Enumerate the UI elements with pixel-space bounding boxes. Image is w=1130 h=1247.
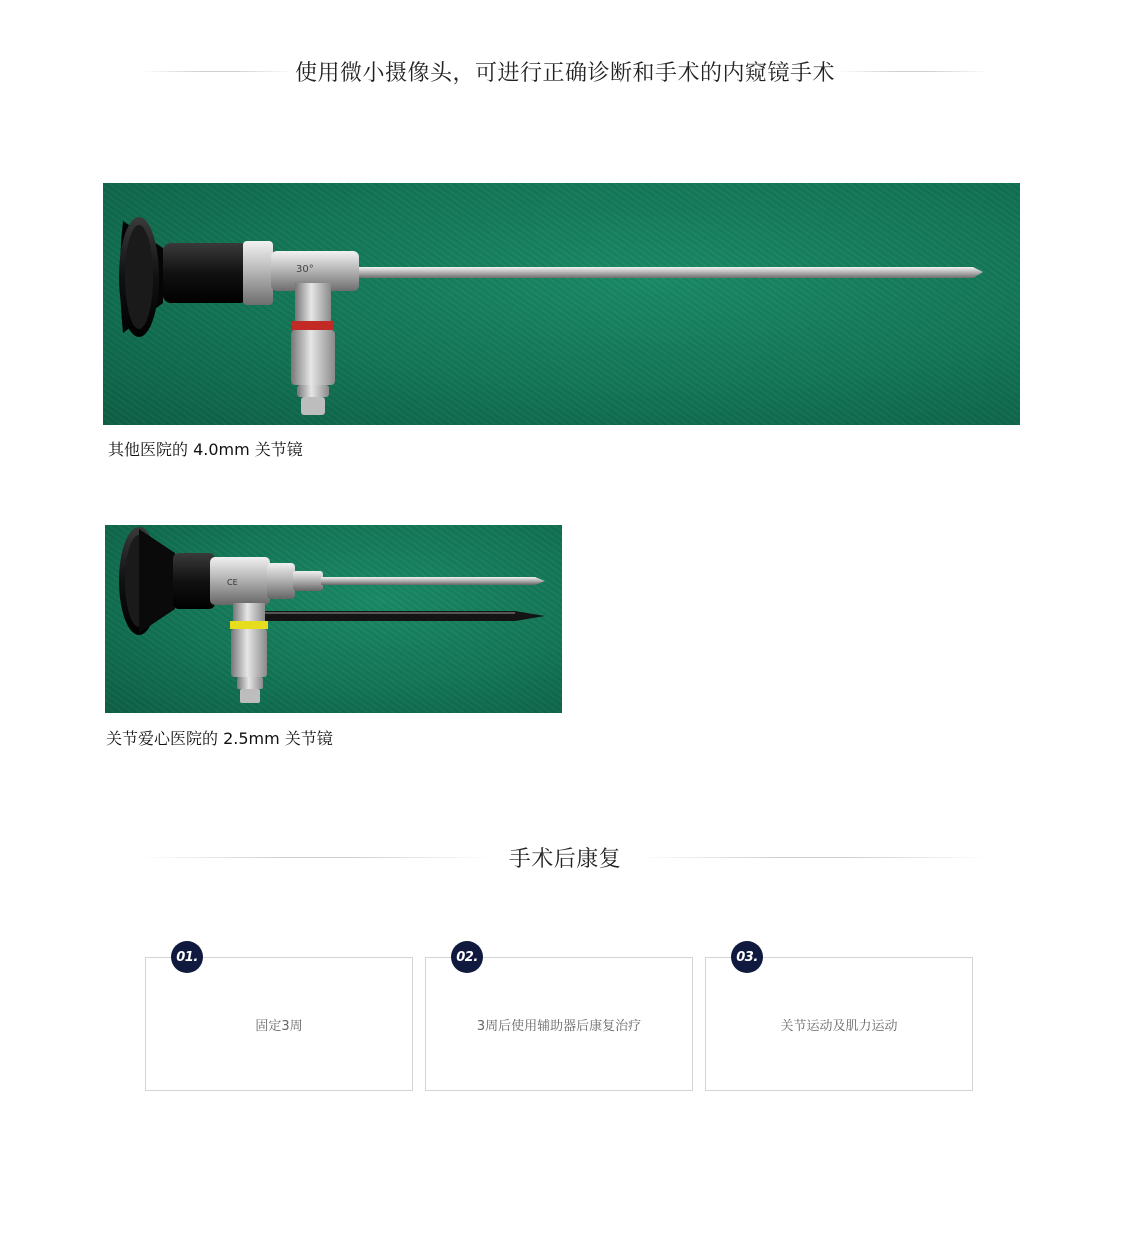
- rehab-step-card: [145, 949, 413, 1091]
- photo-caption-4mm: 其他医院的 4.0mm 关节镜: [108, 440, 303, 459]
- rehab-step-card: [425, 949, 693, 1091]
- step-number-badge: 01.: [171, 941, 203, 973]
- step-number-badge: 02.: [451, 941, 483, 973]
- section-title-rehab: [140, 842, 990, 873]
- title-divider-right: [835, 71, 990, 72]
- svg-text:30°: 30°: [296, 264, 314, 275]
- step-number-badge: 03.: [731, 941, 763, 973]
- section-title-endoscope: [140, 56, 990, 87]
- section-heading: 手术后康复: [508, 847, 622, 872]
- arthroscope-2-5mm-photo: [105, 525, 562, 713]
- title-divider-right: [637, 857, 990, 858]
- page-title: 使用微小摄像头，可进行正确诊断和手术的内窥镜手术: [295, 61, 836, 86]
- arthroscope-4mm-photo: [103, 183, 1020, 425]
- title-divider-left: [140, 71, 295, 72]
- title-divider-left: [140, 857, 493, 858]
- step-text: 固定3周: [255, 1018, 303, 1034]
- photo-caption-2-5mm: 关节爱心医院的 2.5mm 关节镜: [106, 729, 333, 748]
- rehab-step-card: [705, 949, 973, 1091]
- step-text: 3周后使用辅助器后康复治疗: [476, 1018, 642, 1034]
- svg-text:CE: CE: [227, 578, 238, 587]
- step-text: 关节运动及肌力运动: [780, 1018, 898, 1034]
